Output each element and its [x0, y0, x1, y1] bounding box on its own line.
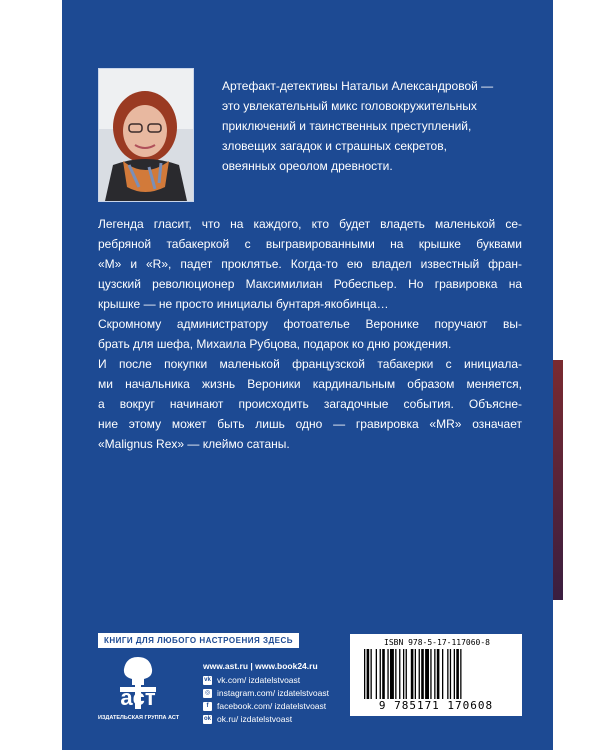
author-photo — [98, 68, 194, 202]
bio-line: овеянных ореолом древности. — [222, 159, 393, 173]
barcode-bar — [456, 649, 459, 699]
bio-line: приключений и таинственных преступлений, — [222, 119, 472, 133]
logo-text: аст — [120, 685, 156, 710]
barcode-bar — [454, 649, 455, 699]
barcode-bar — [421, 649, 424, 699]
isbn-number: ISBN 978-5-17-117060-8 — [384, 638, 490, 647]
back-cover — [62, 0, 553, 750]
description-line: Скромному администратору фотоателье Веронике поручают вы- — [98, 317, 522, 331]
description-line: И после покупки маленькой французской табакерки с инициала- — [98, 357, 522, 371]
instagram-icon: ◎ — [204, 690, 211, 696]
website-links[interactable]: www.ast.ru | www.book24.ru — [203, 661, 318, 671]
barcode-bar — [442, 649, 443, 699]
social-link-text: ok.ru/ izdatelstvoast — [217, 714, 293, 724]
vk-icon: vk — [204, 677, 211, 683]
description-line: «Malignus Rex» — клеймо сатаны. — [98, 437, 290, 451]
barcode-bar — [367, 649, 370, 699]
barcode-bar — [437, 649, 440, 699]
barcode-bar — [460, 649, 461, 699]
barcode-bar — [371, 649, 372, 699]
barcode-bar — [399, 649, 400, 699]
social-link-text: instagram.com/ izdatelstvoast — [217, 688, 329, 698]
barcode-bar — [403, 649, 404, 699]
publisher-logo — [98, 655, 178, 730]
barcode-bar — [434, 649, 435, 699]
bio-line: Артефакт-детективы Натальи Александровой — — [222, 79, 494, 93]
social-link-facebook[interactable] — [203, 700, 329, 713]
description-line: цузский революционер Максимилиан Робеспьер. Но гравировка на — [98, 277, 522, 291]
barcode-bar — [415, 649, 416, 699]
barcode-icon — [364, 649, 508, 699]
barcode-bar — [447, 649, 448, 699]
barcode-bar — [450, 649, 451, 699]
social-link-ok[interactable] — [203, 713, 329, 726]
bio-line: зловещих загадок и страшных секретов, — [222, 139, 447, 153]
ok-icon: ok — [203, 716, 211, 722]
social-link-text: vk.com/ izdatelstvoast — [217, 675, 301, 685]
description-line: брать для шефа, Михаила Рубцова, подарок ко дню рождения. — [98, 337, 452, 351]
barcode-bar — [390, 649, 394, 699]
facebook-icon: f — [203, 702, 212, 711]
barcode-bar — [411, 649, 414, 699]
description-line: ние этому может быть лишь одно — гравировка «MR» означает — [98, 417, 522, 431]
description-line: ми начальника жизнь Вероники кардинальным образом меняется, — [98, 377, 522, 391]
barcode-bar — [425, 649, 429, 699]
barcode-bar — [430, 649, 431, 699]
spine-artwork — [553, 360, 563, 600]
description-line: ребряной табакеркой с выгравированными на крышке буквами — [98, 237, 522, 251]
barcode-bar — [382, 649, 385, 699]
description-line: крышке — не просто инициалы бунтаря-якобинца… — [98, 297, 389, 311]
book-description — [98, 214, 522, 454]
social-link-text: facebook.com/ izdatelstvoast — [217, 701, 327, 711]
barcode-bar — [376, 649, 377, 699]
ean-number: 9 785171 170608 — [378, 699, 494, 712]
social-link-instagram[interactable] — [203, 687, 329, 700]
ast-logo-icon — [98, 655, 178, 715]
publisher-caption: ИЗДАТЕЛЬСКАЯ ГРУППА АСТ — [98, 715, 180, 721]
social-link-vk[interactable] — [203, 674, 329, 687]
barcode-bar — [364, 649, 365, 699]
barcode-bar — [395, 649, 396, 699]
description-line: Легенда гласит, что на каждого, кто будет владеть маленькой се- — [98, 217, 522, 231]
barcode-bar — [387, 649, 388, 699]
barcode-bar — [419, 649, 420, 699]
publisher-links — [203, 658, 329, 726]
bio-line: это увлекательный микс головокружительных — [222, 99, 477, 113]
barcode-bar — [406, 649, 407, 699]
description-line: «M» и «R», падет проклятье. Когда-то ею владел известный фран- — [98, 257, 522, 271]
description-line: а вокруг начинают происходить загадочные события. Объясне- — [98, 397, 522, 411]
barcode-panel — [350, 634, 522, 716]
slogan-banner: КНИГИ ДЛЯ ЛЮБОГО НАСТРОЕНИЯ ЗДЕСЬ — [98, 633, 299, 648]
barcode-bar — [380, 649, 381, 699]
author-bio — [222, 76, 542, 176]
